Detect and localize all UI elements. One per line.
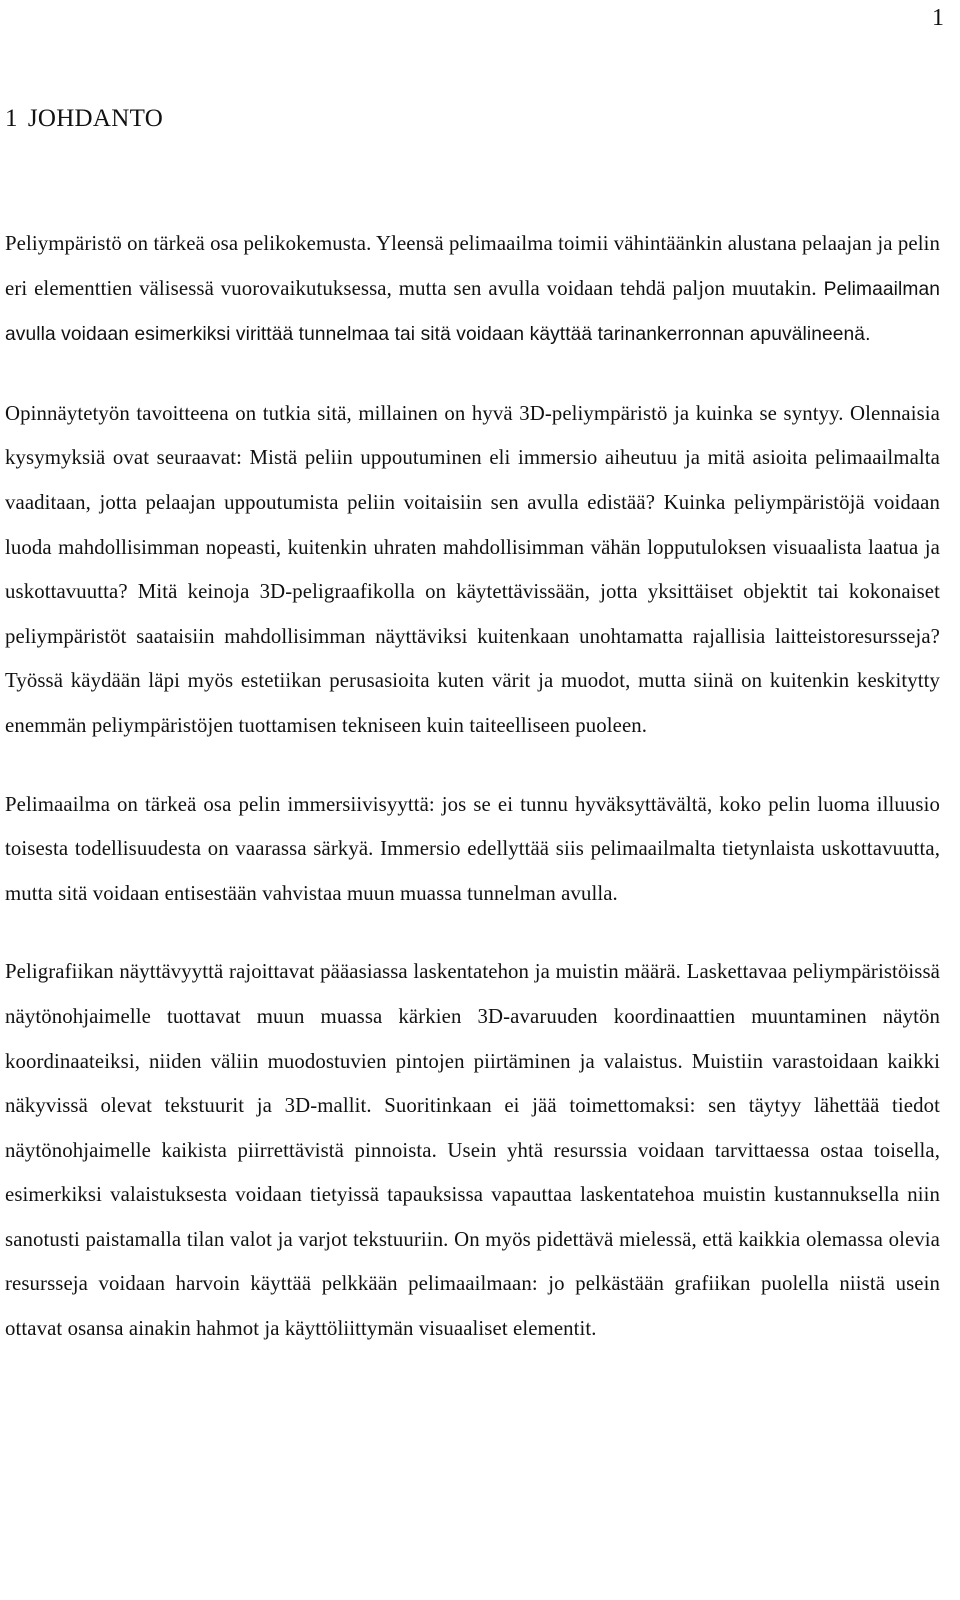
paragraph-resources: Peligrafiikan näyttävyyttä rajoittavat pääasiassa laskentatehon ja muistin määrä. Laskettavaa peliympäristöissä näytönohjaimelle tuottavat muun muassa kärkien 3D-avaruuden koordinaattien muuntaminen näytön koordinaateiksi, niiden väliin muodostuvien pintojen piirtäminen ja valaistus. Muistiin varastoidaan kaikki näkyvissä olevat tekstuurit ja 3D-mallit. Suoritinkaan ei jää toimettomaksi: sen täytyy lähettää tiedot näytönohjaimelle kaikista piirrettävistä pinnoista. Usein yhtä resurssia voidaan tarvittaessa ostaa toisella, esimerkiksi valaistuksesta voidaan tietyissä tapauksissa vapauttaa laskentatehoa muistin kustannuksella niin sanotusti paistamalla tilan valot ja varjot tekstuuriin. On myös pidettävä mielessä, että kaikkia olemassa olevia resursseja voidaan harvoin käyttää pelkkään pelimaailmaan: jo pelkästään grafiikan puolella niistä usein ottavat osansa ainakin hahmot ja käyttöliittymän visuaaliset elementit. [5,960,940,1341]
chapter-title: JOHDANTO [27,105,164,132]
body-text [5,222,940,1352]
paragraph-goals: Opinnäytetyön tavoitteena on tutkia sitä, millainen on hyvä 3D-peliympäristö ja kuinka se syntyy. Olennaisia kysymyksiä ovat seuraavat: Mistä peliin uppoutuminen eli immersio aiheutuu ja mitä asioita pelimaailmalta vaaditaan, jotta pelaajan uppoutumista peliin voitaisiin sen avulla edistää? Kuinka peliympäristöjä voidaan luoda mahdollisimman nopeasti, kuitenkin uhraten mahdollisimman vähän lopputuloksen visuaalista laatua ja uskottavuutta? Mitä keinoja 3D-peligraafikolla on käytettävissään, jotta yksittäiset objektit tai kokonaiset peliympäristöt saataisiin mahdollisimman näyttäviksi kuitenkaan unohtamatta rajallisia laitteistoresursseja? Työssä käydään läpi myös estetiikan perusasioita kuten värit ja muodot, mutta siinä on kuitenkin keskitytty enemmän peliympäristöjen tuottamisen tekniseen kuin taiteelliseen puoleen. [5,401,940,737]
chapter-heading [5,104,163,134]
chapter-number: 1 [5,105,18,132]
paragraph-intro-sans: Pelimaailman avulla voidaan esimerkiksi virittää tunnelmaa tai sitä voidaan käyttää tarinankerronnan apuvälineenä. [5,278,940,346]
paragraph-intro-serif: Peliympäristö on tärkeä osa pelikokemusta. Yleensä pelimaailma toimii vähintäänkin alustana pelaajan ja pelin eri elementtien välisessä vuorovaikutuksessa, mutta sen avulla voidaan tehdä paljon muutakin. [5,232,940,300]
page-number: 1 [932,5,944,31]
paragraph-immersion: Pelimaailma on tärkeä osa pelin immersiivisyyttä: jos se ei tunnu hyväksyttävältä, koko pelin luoma illuusio toisesta todellisuudesta on vaarassa särkyä. Immersio edellyttää siis pelimaailmalta tietynlaista uskottavuutta, mutta sitä voidaan entisestään vahvistaa muun muassa tunnelman avulla. [5,792,940,905]
paragraph-intro [5,222,940,358]
